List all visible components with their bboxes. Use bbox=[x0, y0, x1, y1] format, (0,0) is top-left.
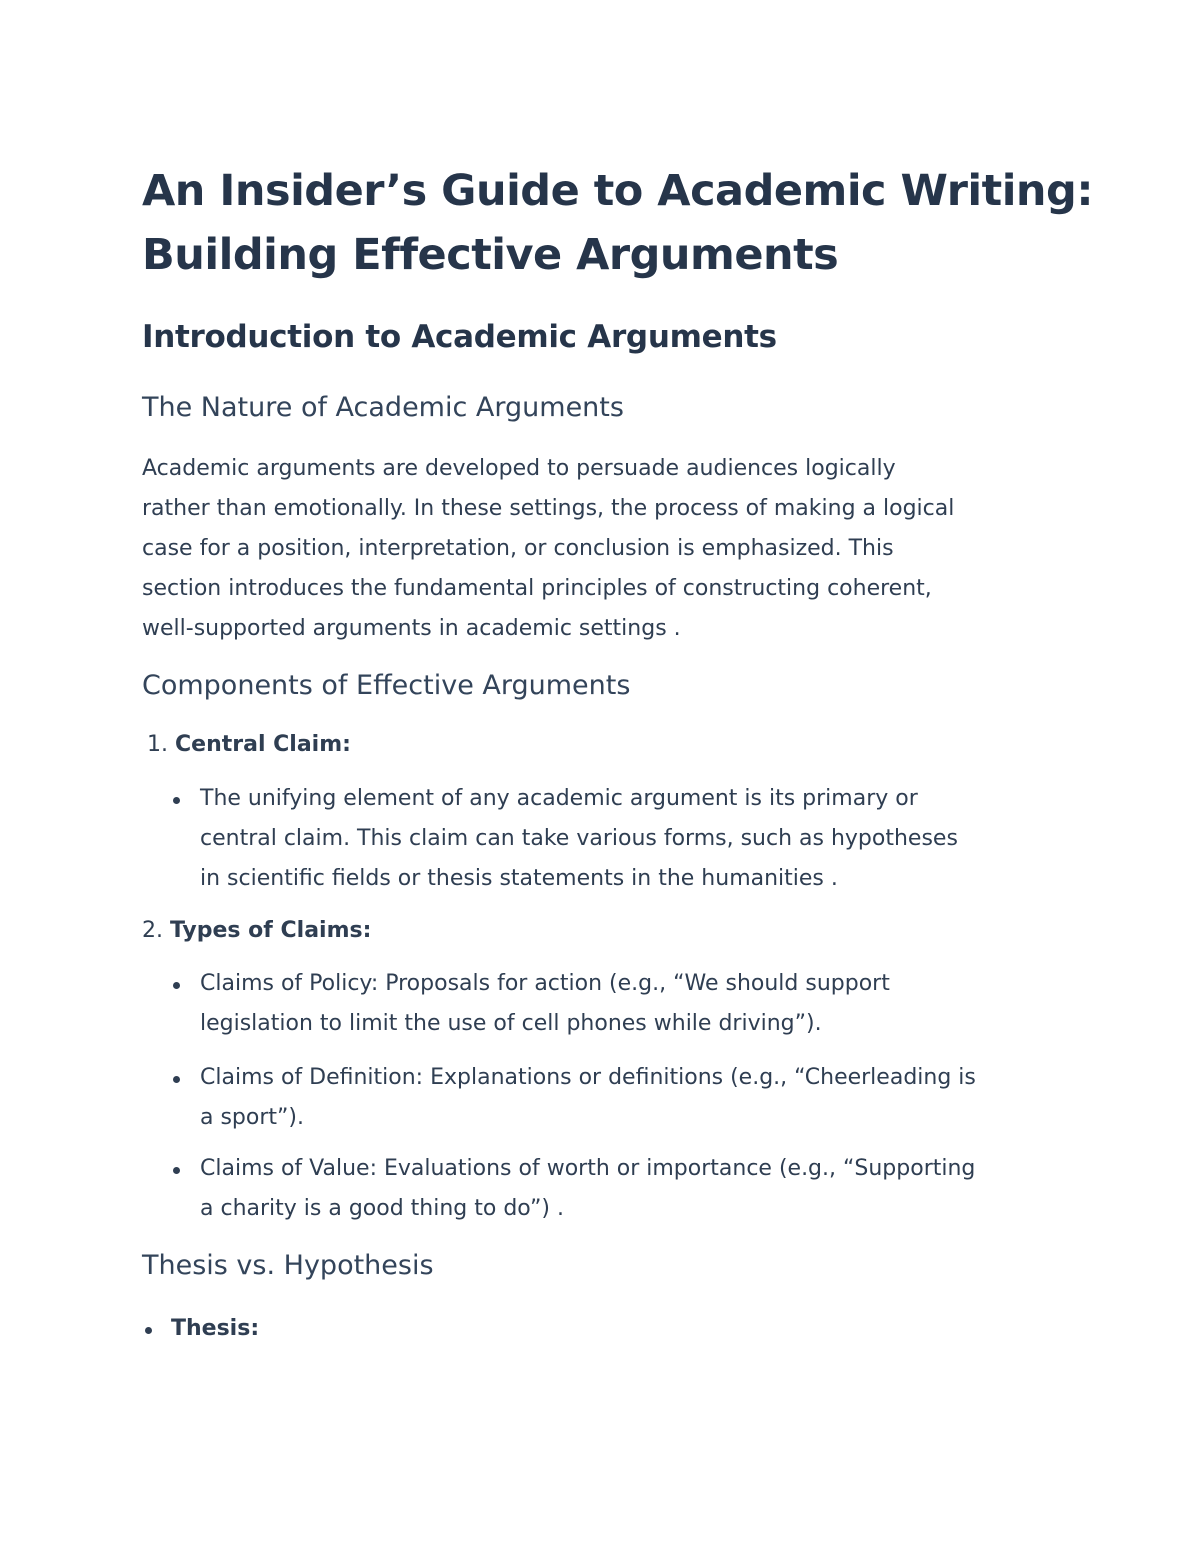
bullet-line: central claim. This claim can take various forms, such as hypotheses bbox=[200, 826, 958, 851]
section-heading: Introduction to Academic Arguments bbox=[142, 319, 777, 355]
paragraph-line: well-supported arguments in academic settings . bbox=[142, 616, 681, 641]
paragraph-line: section introduces the fundamental principles of constructing coherent, bbox=[142, 576, 932, 601]
bullet-dot bbox=[145, 1327, 152, 1334]
bullet-dot bbox=[173, 1076, 180, 1083]
subheading-nature: The Nature of Academic Arguments bbox=[142, 392, 624, 423]
thesis-label: Thesis: bbox=[171, 1316, 260, 1341]
bullet-dot bbox=[173, 797, 180, 804]
bullet-line: Claims of Definition: Explanations or definitions (e.g., “Cheerleading is bbox=[200, 1065, 976, 1090]
item-number: 1. bbox=[147, 732, 168, 757]
item-number: 2. bbox=[142, 918, 163, 943]
document-title-line-2: Building Effective Arguments bbox=[142, 230, 839, 280]
bullet-line: Claims of Value: Evaluations of worth or importance (e.g., “Supporting bbox=[200, 1156, 976, 1181]
bullet-line: legislation to limit the use of cell phones while driving”). bbox=[200, 1011, 822, 1036]
numbered-item-1 bbox=[147, 732, 351, 757]
bullet-line: in scientific fields or thesis statements in the humanities . bbox=[200, 866, 838, 891]
bullet-line: Claims of Policy: Proposals for action (e.g., “We should support bbox=[200, 971, 890, 996]
bullet-line: The unifying element of any academic argument is its primary or bbox=[200, 786, 918, 811]
bullet-line: a sport”). bbox=[200, 1105, 305, 1130]
numbered-item-2 bbox=[142, 918, 371, 943]
bullet-dot bbox=[173, 1167, 180, 1174]
item-label: Central Claim: bbox=[175, 732, 351, 757]
bullet-dot bbox=[173, 982, 180, 989]
item-label: Types of Claims: bbox=[170, 918, 372, 943]
subheading-thesis-hypothesis: Thesis vs. Hypothesis bbox=[142, 1250, 434, 1281]
thesis-bullet bbox=[171, 1316, 259, 1341]
paragraph-line: case for a position, interpretation, or conclusion is emphasized. This bbox=[142, 536, 894, 561]
document-title-line-1: An Insider’s Guide to Academic Writing: bbox=[142, 166, 1094, 216]
bullet-line: a charity is a good thing to do”) . bbox=[200, 1196, 564, 1221]
paragraph-line: Academic arguments are developed to persuade audiences logically bbox=[142, 456, 896, 481]
subheading-components: Components of Effective Arguments bbox=[142, 670, 631, 701]
paragraph-line: rather than emotionally. In these settings, the process of making a logical bbox=[142, 496, 955, 521]
